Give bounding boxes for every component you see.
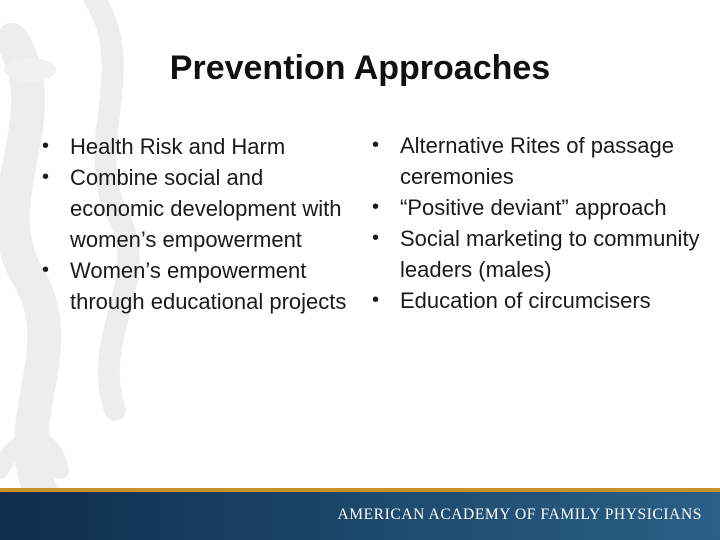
slide-title: Prevention Approaches bbox=[169, 49, 551, 87]
right-bullet-list bbox=[372, 130, 702, 316]
bullet-item: • Education of circumcisers bbox=[372, 285, 702, 316]
bullet-item: • Women’s empowerment through educational projects bbox=[42, 255, 352, 317]
left-bullet-list bbox=[42, 131, 352, 317]
organization-name: AMERICAN ACADEMY OF FAMILY PHYSICIANS bbox=[337, 506, 702, 523]
bullet-item: • Combine social and economic development with women’s empowerment bbox=[42, 162, 352, 255]
bullet-item: • Social marketing to community leaders (males) bbox=[372, 223, 702, 285]
bullet-item: • Health Risk and Harm bbox=[42, 131, 352, 162]
bullet-item: • “Positive deviant” approach bbox=[372, 192, 702, 223]
bullet-item: • Alternative Rites of passage ceremonies bbox=[372, 130, 702, 192]
footer-bar bbox=[0, 492, 720, 540]
